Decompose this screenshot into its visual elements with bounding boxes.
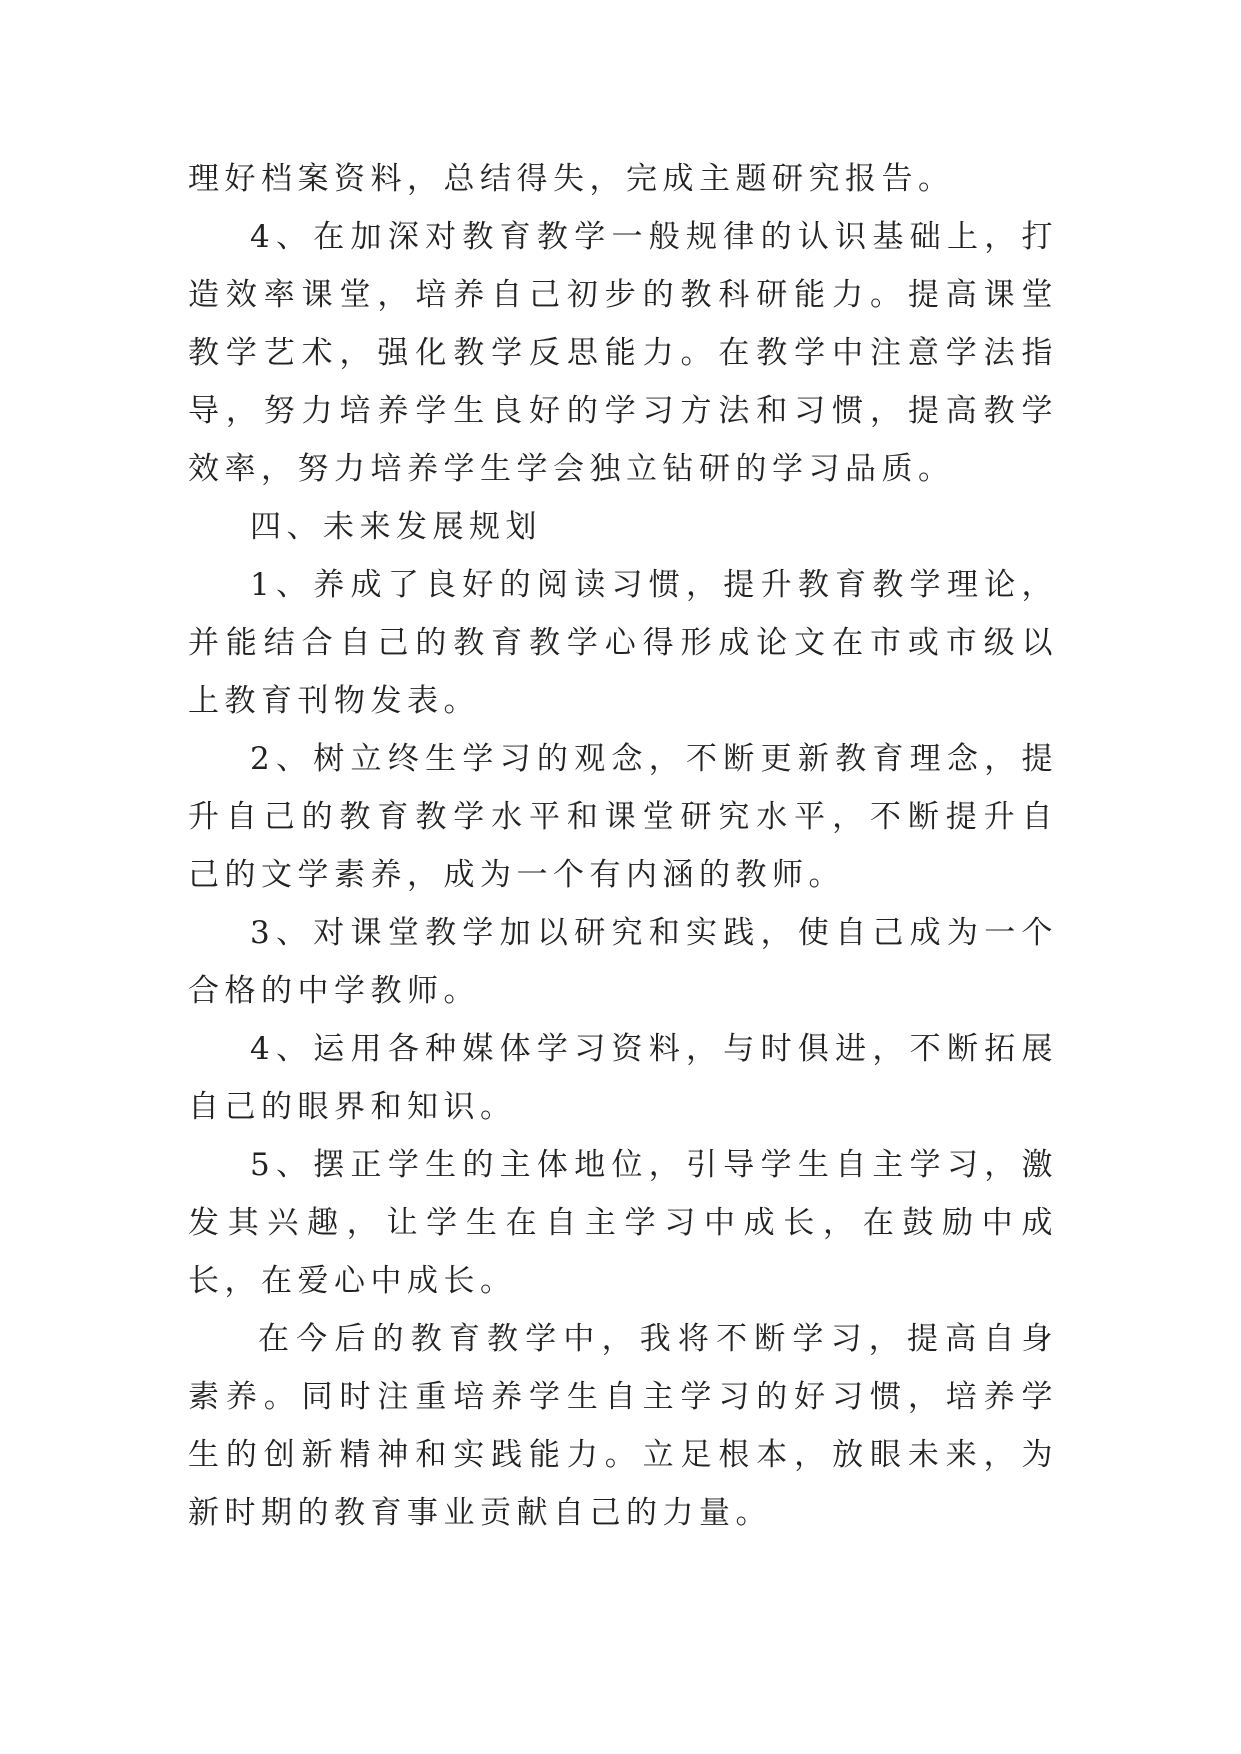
paragraph-item-4-efficiency: 4、在加深对教育教学一般规律的认识基础上，打造效率课堂，培养自己初步的教科研能力。提高课堂教学艺术，强化教学反思能力。在教学中注意学法指导，努力培养学生良好的学习方法和习惯，提高教学效率，努力培养学生学会独立钻研的学习品质。 <box>188 219 1058 487</box>
paragraph-conclusion: 在今后的教育教学中，我将不断学习，提高自身素养。同时注重培养学生自主学习的好习惯，培养学生的创新精神和实践能力。立足根本，放眼未来，为新时期的教育事业贡献自己的力量。 <box>188 1321 1058 1531</box>
paragraph-plan-item-1: 1、养成了良好的阅读习惯，提升教育教学理论，并能结合自己的教育教学心得形成论文在市或市级以上教育刊物发表。 <box>188 567 1058 719</box>
paragraph-plan-item-4: 4、运用各种媒体学习资料，与时俱进，不断拓展自己的眼界和知识。 <box>188 1031 1058 1125</box>
paragraph-continuation: 理好档案资料，总结得失，完成主题研究报告。 <box>188 161 955 197</box>
paragraph-plan-item-3: 3、对课堂教学加以研究和实践，使自己成为一个合格的中学教师。 <box>188 915 1058 1009</box>
paragraph-plan-item-5: 5、摆正学生的主体地位，引导学生自主学习，激发其兴趣，让学生在自主学习中成长，在鼓励中成长，在爱心中成长。 <box>188 1147 1058 1299</box>
document-page <box>188 150 1058 1542</box>
paragraph-plan-item-2: 2、树立终生学习的观念，不断更新教育理念，提升自己的教育教学水平和课堂研究水平，不断提升自己的文学素养，成为一个有内涵的教师。 <box>188 741 1058 893</box>
section-heading-future-plan: 四、未来发展规划 <box>250 509 542 545</box>
